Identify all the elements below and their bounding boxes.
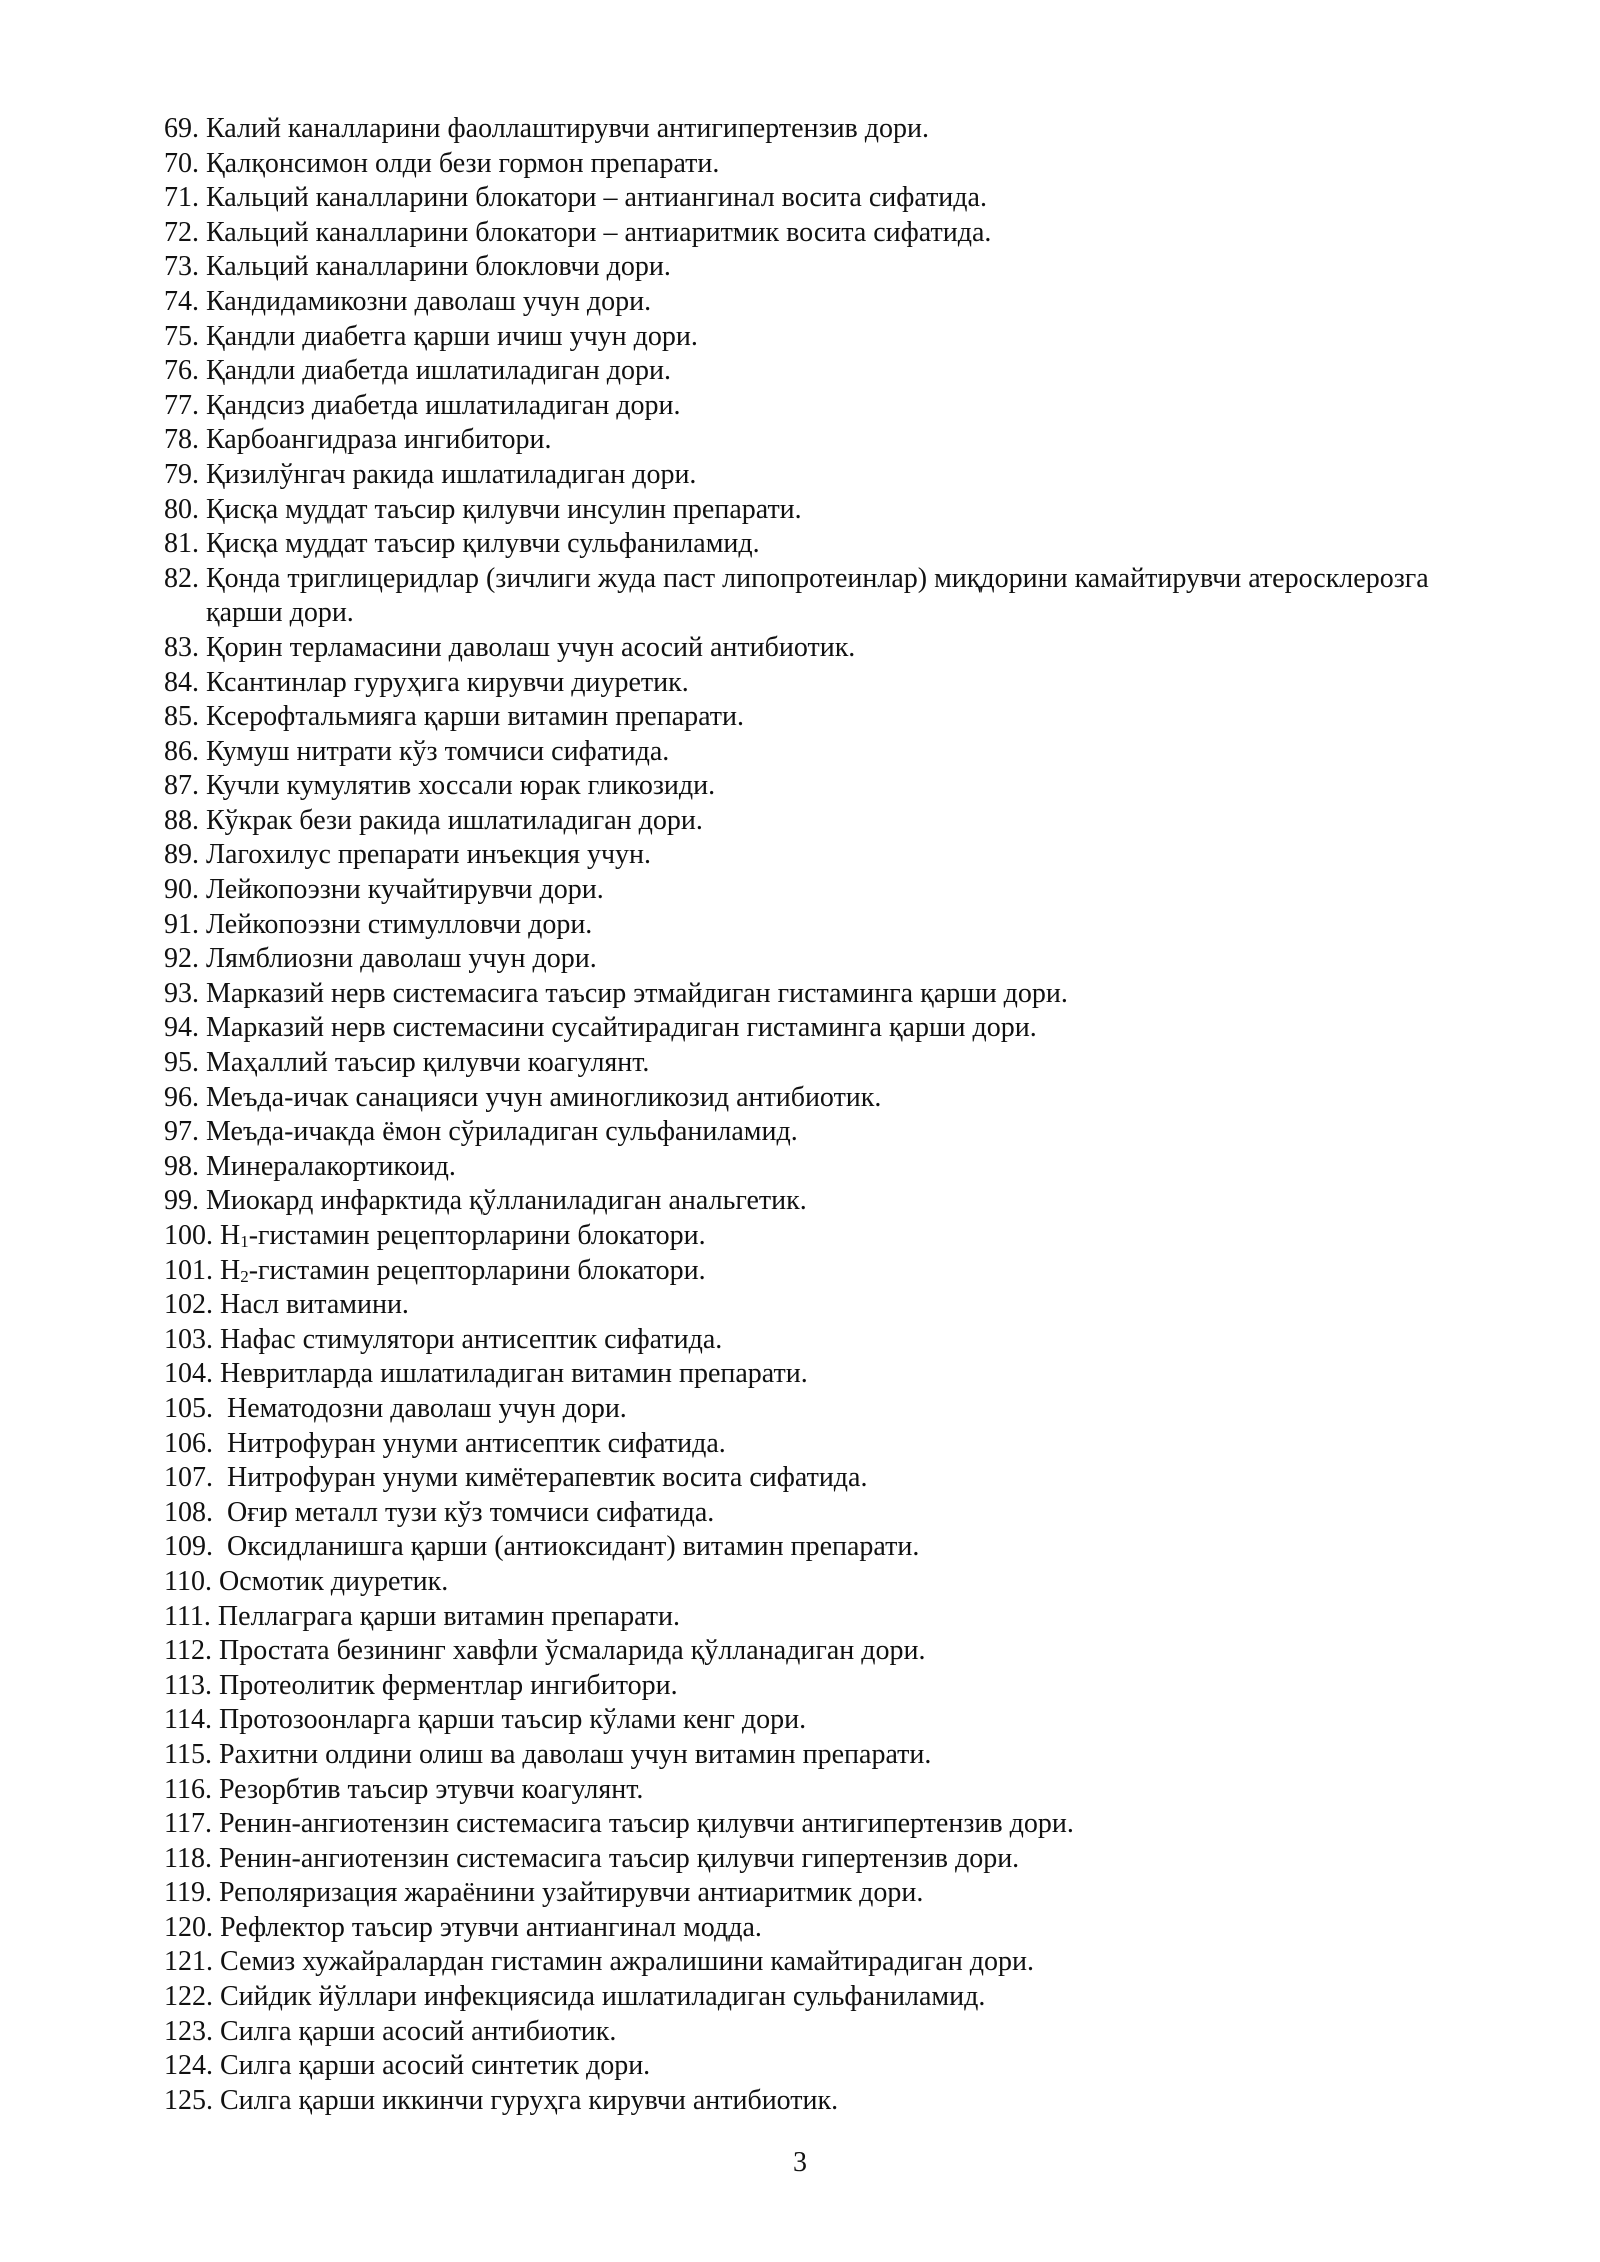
item-text xyxy=(219,1807,1464,1842)
item-number: 74. xyxy=(164,285,199,317)
item-number: 81. xyxy=(164,528,199,560)
item-body: Меъда-ичак санацияси учун аминогликозид антибиотик. xyxy=(206,1081,882,1113)
item-text xyxy=(220,2015,1464,2050)
list-item xyxy=(164,1738,1464,1773)
item-body: Ренин-ангиотензин системасига таъсир қилувчи гипертензив дори. xyxy=(218,1842,1020,1874)
list-item xyxy=(164,1115,1464,1150)
item-text xyxy=(220,1254,1464,1289)
item-number: 121. xyxy=(164,1946,213,1978)
item-subscript: 2 xyxy=(240,1266,249,1286)
item-body: Оксидланишга қарши (антиоксидант) витамин препарати. xyxy=(227,1531,920,1563)
list-item xyxy=(164,804,1464,839)
item-number: 120. xyxy=(164,1911,213,1943)
page-number: 3 xyxy=(793,2147,807,2178)
item-body: Минералакортикоид. xyxy=(206,1150,456,1182)
item-body: Меъда-ичакда ёмон сўриладиган сульфаниламид. xyxy=(206,1116,798,1148)
item-symbol: H xyxy=(220,1220,241,1251)
item-text xyxy=(206,250,1464,285)
item-body: Кўкрак бези ракида ишлатиладиган дори. xyxy=(206,804,703,836)
item-text xyxy=(206,666,1464,701)
item-body: Нитрофуран унуми кимётерапевтик восита сифатида. xyxy=(227,1462,868,1494)
item-number: 84. xyxy=(164,666,199,698)
item-number: 86. xyxy=(164,735,199,767)
item-text xyxy=(220,1357,1464,1392)
item-text xyxy=(206,216,1464,251)
list-item xyxy=(164,1530,1464,1565)
list-item xyxy=(164,1496,1464,1531)
list-item xyxy=(164,458,1464,493)
item-number: 95. xyxy=(164,1047,199,1079)
item-body: Рахитни олдини олиш ва даволаш учун витамин препарати. xyxy=(218,1738,932,1770)
list-item xyxy=(164,527,1464,562)
item-text xyxy=(220,1219,1464,1254)
item-number: 93. xyxy=(164,977,199,1009)
item-number: 122. xyxy=(164,1981,213,2013)
item-text xyxy=(220,1945,1464,1980)
list-item xyxy=(164,1600,1464,1635)
list-item xyxy=(164,942,1464,977)
item-body: Лямблиозни даволаш учун дори. xyxy=(206,943,597,975)
item-body: Сийдик йўллари инфекциясида ишлатиладиган сульфаниламид. xyxy=(220,1981,986,2013)
item-body: Карбоангидраза ингибитори. xyxy=(206,424,552,456)
item-number: 106. xyxy=(164,1427,213,1459)
item-text xyxy=(206,1011,1464,1046)
item-body: Рефлектор таъсир этувчи антиангинал модда. xyxy=(220,1911,762,1943)
item-number: 96. xyxy=(164,1081,199,1113)
item-body: Марказий нерв системасини сусайтирадиган гистаминга қарши дори. xyxy=(206,1012,1037,1044)
item-text xyxy=(206,700,1464,735)
list-item xyxy=(164,2015,1464,2050)
item-text xyxy=(206,527,1464,562)
item-body: Силга қарши асосий антибиотик. xyxy=(220,2015,617,2047)
item-body: Қисқа муддат таъсир қилувчи сульфаниламид. xyxy=(206,528,760,560)
item-text xyxy=(206,631,1464,666)
item-body: Қандли диабетда ишлатиладиган дори. xyxy=(206,355,671,387)
item-body: Ренин-ангиотензин системасига таъсир қилувчи антигипертензив дори. xyxy=(218,1808,1074,1840)
item-subscript: 1 xyxy=(240,1232,249,1251)
item-text xyxy=(206,1046,1464,1081)
list-item xyxy=(164,354,1464,389)
list-item xyxy=(164,1184,1464,1219)
item-body: Оғир металл тузи кўз томчиси сифатида. xyxy=(227,1496,715,1528)
item-body: Протеолитик ферментлар ингибитори. xyxy=(218,1669,678,1701)
item-number: 69. xyxy=(164,113,199,144)
item-text xyxy=(227,1392,1464,1427)
list-item xyxy=(164,1703,1464,1738)
item-number: 82. xyxy=(164,562,199,594)
list-item xyxy=(164,320,1464,355)
item-number: 83. xyxy=(164,631,199,663)
item-body: Ксантинлар гуруҳига кирувчи диуретик. xyxy=(206,666,689,698)
item-text xyxy=(206,562,1464,631)
item-body: Простата безининг хавфли ўсмаларида қўлланадиган дори. xyxy=(218,1635,926,1667)
item-body: Нематодозни даволаш учун дори. xyxy=(227,1392,627,1424)
item-number: 87. xyxy=(164,770,199,802)
item-body: Нафас стимулятори антисептик сифатида. xyxy=(220,1323,723,1355)
item-number: 113. xyxy=(164,1669,212,1701)
item-body: Қандли диабетга қарши ичиш учун дори. xyxy=(206,320,698,352)
list-item xyxy=(164,1911,1464,1946)
list-item xyxy=(164,2084,1464,2119)
item-number: 78. xyxy=(164,424,199,456)
item-text xyxy=(206,181,1464,216)
list-item xyxy=(164,666,1464,701)
item-number: 98. xyxy=(164,1150,199,1182)
list-item xyxy=(164,1323,1464,1358)
item-body: Реполяризация жараёнини узайтирувчи антиаритмик дори. xyxy=(218,1877,924,1909)
item-body: Протозоонларга қарши таъсир кўлами кенг дори. xyxy=(218,1704,807,1736)
list-item xyxy=(164,147,1464,182)
item-body: Лагохилус препарати инъекция учун. xyxy=(206,839,652,871)
item-body: Кальций каналларини блокатори – антиаритмик восита сифатида. xyxy=(206,216,992,248)
list-item xyxy=(164,1669,1464,1704)
item-number: 73. xyxy=(164,251,199,283)
item-body: Лейкопоэзни стимулловчи дори. xyxy=(206,908,593,940)
list-item xyxy=(164,1461,1464,1496)
item-text xyxy=(219,1876,1464,1911)
list-item xyxy=(164,181,1464,216)
item-body: -гистамин рецепторларини блокатори. xyxy=(248,1220,706,1251)
item-number: 108. xyxy=(164,1496,213,1528)
item-body: Насл витамини. xyxy=(220,1289,409,1321)
item-text xyxy=(219,1773,1464,1808)
item-text xyxy=(206,838,1464,873)
item-number: 119. xyxy=(164,1877,212,1909)
list-item xyxy=(164,1876,1464,1911)
item-number: 80. xyxy=(164,493,199,525)
list-item xyxy=(164,2049,1464,2084)
item-text xyxy=(206,769,1464,804)
item-text xyxy=(220,1911,1464,1946)
list-item xyxy=(164,112,1464,147)
item-text xyxy=(227,1496,1464,1531)
item-body: Кальций каналларини блокловчи дори. xyxy=(206,251,671,283)
list-item xyxy=(164,216,1464,251)
list-item xyxy=(164,1357,1464,1392)
list-item xyxy=(164,735,1464,770)
item-text xyxy=(206,1081,1464,1116)
list-item xyxy=(164,1150,1464,1185)
list-item xyxy=(164,1288,1464,1323)
item-text xyxy=(206,977,1464,1012)
item-number: 85. xyxy=(164,701,199,733)
list-item xyxy=(164,1392,1464,1427)
item-number: 115. xyxy=(164,1738,212,1770)
item-number: 118. xyxy=(164,1842,212,1874)
item-number: 100. xyxy=(164,1220,213,1251)
item-text xyxy=(206,804,1464,839)
item-text xyxy=(206,873,1464,908)
item-number: 97. xyxy=(164,1116,199,1148)
item-body: Силга қарши иккинчи гуруҳга кирувчи антибиотик. xyxy=(220,2084,839,2116)
list-item xyxy=(164,389,1464,424)
item-number: 125. xyxy=(164,2084,213,2116)
list-item xyxy=(164,873,1464,908)
item-body: -гистамин рецепторларини блокатори. xyxy=(248,1254,706,1286)
item-body: Калий каналларини фаоллаштирувчи антигипертензив дори. xyxy=(206,113,930,144)
list-item xyxy=(164,1081,1464,1116)
list-item xyxy=(164,1773,1464,1808)
item-text xyxy=(206,735,1464,770)
item-text xyxy=(206,908,1464,943)
item-text xyxy=(227,1427,1464,1462)
list-item xyxy=(164,977,1464,1012)
item-text xyxy=(206,1115,1464,1150)
item-body: Пеллаграга қарши витамин препарати. xyxy=(217,1600,680,1632)
item-number: 117. xyxy=(164,1808,212,1840)
item-number: 89. xyxy=(164,839,199,871)
item-text xyxy=(206,1184,1464,1219)
item-text xyxy=(219,1669,1464,1704)
item-text xyxy=(220,1323,1464,1358)
item-body: Силга қарши асосий синтетик дори. xyxy=(220,2050,651,2082)
item-number: 104. xyxy=(164,1358,213,1390)
list-item xyxy=(164,493,1464,528)
item-body: Кумуш нитрати кўз томчиси сифатида. xyxy=(206,735,670,767)
item-text xyxy=(206,458,1464,493)
list-item xyxy=(164,285,1464,320)
item-body: Ксерофтальмияга қарши витамин препарати. xyxy=(206,701,745,733)
item-text xyxy=(206,285,1464,320)
list-item xyxy=(164,1254,1464,1289)
item-number: 112. xyxy=(164,1635,212,1667)
list-item xyxy=(164,700,1464,735)
item-body: Қандсиз диабетда ишлатиладиган дори. xyxy=(206,389,681,421)
item-number: 101. xyxy=(164,1254,213,1286)
item-body: Нитрофуран унуми антисептик сифатида. xyxy=(227,1427,726,1459)
item-text xyxy=(219,1703,1464,1738)
question-list xyxy=(164,112,1464,2118)
item-body: Қизилўнгач ракида ишлатиладиган дори. xyxy=(206,458,697,490)
item-text xyxy=(219,1738,1464,1773)
item-text xyxy=(227,1461,1464,1496)
list-item xyxy=(164,1980,1464,2015)
item-body: Невритларда ишлатиладиган витамин препарати. xyxy=(220,1358,808,1390)
item-text xyxy=(220,2049,1464,2084)
item-text xyxy=(218,1600,1464,1635)
item-number: 88. xyxy=(164,804,199,836)
list-item xyxy=(164,1565,1464,1600)
item-number: 114. xyxy=(164,1704,212,1736)
item-number: 75. xyxy=(164,320,199,352)
item-number: 79. xyxy=(164,458,199,490)
item-symbol: H xyxy=(220,1254,241,1286)
item-text xyxy=(206,493,1464,528)
item-body: Кандидамикозни даволаш учун дори. xyxy=(206,285,652,317)
item-text xyxy=(206,320,1464,355)
item-number: 90. xyxy=(164,874,199,906)
item-text xyxy=(220,1980,1464,2015)
item-text xyxy=(206,147,1464,182)
item-number: 107. xyxy=(164,1462,213,1494)
item-text xyxy=(206,942,1464,977)
item-number: 124. xyxy=(164,2050,213,2082)
list-item xyxy=(164,1634,1464,1669)
item-number: 103. xyxy=(164,1323,213,1355)
item-number: 94. xyxy=(164,1012,199,1044)
list-item xyxy=(164,423,1464,458)
item-text xyxy=(220,2084,1464,2119)
item-text xyxy=(220,1288,1464,1323)
list-item xyxy=(164,1011,1464,1046)
item-body: Резорбтив таъсир этувчи коагулянт. xyxy=(218,1773,644,1805)
item-body: Семиз хужайралардан гистамин ажралишини камайтирадиган дори. xyxy=(220,1946,1034,1978)
item-number: 116. xyxy=(164,1773,212,1805)
list-item xyxy=(164,1046,1464,1081)
list-item xyxy=(164,1842,1464,1877)
item-text xyxy=(206,354,1464,389)
list-item xyxy=(164,1427,1464,1462)
item-text xyxy=(219,1634,1464,1669)
item-body: Кальций каналларини блокатори – антиангинал восита сифатида. xyxy=(206,182,987,214)
item-body: Миокард инфарктида қўлланиладиган анальгетик. xyxy=(206,1185,807,1217)
item-body: Маҳаллий таъсир қилувчи коагулянт. xyxy=(206,1047,650,1079)
item-text xyxy=(219,1842,1464,1877)
item-number: 92. xyxy=(164,943,199,975)
item-text xyxy=(219,1565,1464,1600)
item-text xyxy=(206,423,1464,458)
list-item xyxy=(164,631,1464,666)
item-number: 91. xyxy=(164,908,199,940)
item-body: Марказий нерв системасига таъсир этмайдиган гистаминга қарши дори. xyxy=(206,977,1068,1009)
list-item xyxy=(164,1945,1464,1980)
item-number: 102. xyxy=(164,1289,213,1321)
item-body: Қалқонсимон олди бези гормон препарати. xyxy=(206,147,720,179)
item-text xyxy=(227,1530,1464,1565)
item-text xyxy=(206,1150,1464,1185)
item-number: 71. xyxy=(164,182,199,214)
list-item xyxy=(164,1807,1464,1842)
item-body: Қонда триглицеридлар (зичлиги жуда паст липопротеинлар) миқдорини камайтирувчи атеросклерозга қарши дори. xyxy=(206,562,1429,629)
item-body: Қорин терламасини даволаш учун асосий антибиотик. xyxy=(206,631,856,663)
item-number: 76. xyxy=(164,355,199,387)
item-number: 72. xyxy=(164,216,199,248)
list-item xyxy=(164,250,1464,285)
item-number: 123. xyxy=(164,2015,213,2047)
item-body: Осмотик диуретик. xyxy=(218,1565,449,1597)
item-number: 70. xyxy=(164,147,199,179)
item-number: 105. xyxy=(164,1392,213,1424)
item-text xyxy=(206,389,1464,424)
list-item xyxy=(164,838,1464,873)
item-body: Кучли кумулятив хоссали юрак гликозиди. xyxy=(206,770,716,802)
list-item xyxy=(164,562,1464,631)
item-number: 110. xyxy=(164,1565,212,1597)
item-number: 77. xyxy=(164,389,199,421)
item-text xyxy=(206,112,1464,147)
item-body: Қисқа муддат таъсир қилувчи инсулин препарати. xyxy=(206,493,802,525)
item-number: 111. xyxy=(164,1600,211,1632)
list-item xyxy=(164,769,1464,804)
item-body: Лейкопоэзни кучайтирувчи дори. xyxy=(206,874,604,906)
list-item xyxy=(164,1219,1464,1254)
list-item xyxy=(164,908,1464,943)
item-number: 109. xyxy=(164,1531,213,1563)
item-number: 99. xyxy=(164,1185,199,1217)
